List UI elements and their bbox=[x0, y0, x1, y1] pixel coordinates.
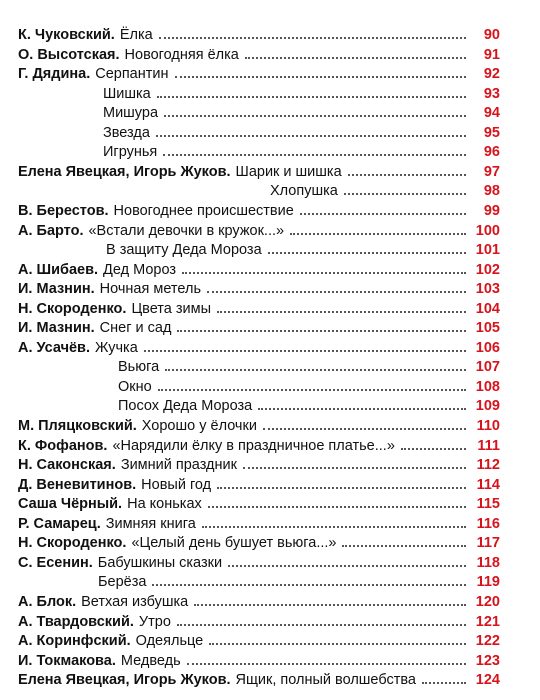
toc-author: Г. Дядина. bbox=[18, 66, 91, 83]
dot-leader bbox=[144, 337, 466, 352]
toc-entry bbox=[0, 435, 500, 454]
toc-page-number: 123 bbox=[475, 652, 500, 669]
dot-leader bbox=[258, 395, 466, 410]
toc-author: Елена Явецкая, Игорь Жуков. bbox=[18, 163, 231, 180]
dot-leader bbox=[164, 102, 466, 117]
toc-title: Жучка bbox=[95, 339, 138, 356]
toc-author: Д. Веневитинов. bbox=[18, 476, 137, 493]
toc-title: Вьюга bbox=[118, 359, 160, 376]
toc-page-number: 104 bbox=[475, 300, 500, 317]
toc-page-number: 105 bbox=[475, 320, 500, 337]
toc-entry bbox=[0, 532, 500, 551]
toc-page-number: 103 bbox=[475, 281, 500, 298]
dot-leader bbox=[290, 220, 466, 235]
toc-entry bbox=[0, 141, 500, 160]
toc-page-number: 118 bbox=[476, 554, 500, 571]
toc-title: Зимняя книга bbox=[105, 515, 196, 532]
toc-author: А. Шибаев. bbox=[18, 261, 99, 278]
toc-author: С. Есенин. bbox=[18, 554, 93, 571]
toc-entry bbox=[0, 571, 500, 590]
toc-author: К. Чуковский. bbox=[18, 27, 115, 43]
toc-entry bbox=[0, 24, 500, 43]
toc-author: И. Токмакова. bbox=[18, 652, 116, 669]
toc-entry bbox=[0, 513, 500, 532]
toc-author: К. Фофанов. bbox=[18, 437, 108, 454]
toc-author: Н. Скороденко. bbox=[18, 300, 127, 317]
dot-leader bbox=[207, 278, 466, 293]
dot-leader bbox=[268, 239, 466, 254]
toc-author: Н. Скороденко. bbox=[18, 535, 127, 552]
toc-page-number: 102 bbox=[475, 261, 500, 278]
toc-page-number: 114 bbox=[476, 476, 500, 493]
toc-entry bbox=[0, 356, 500, 375]
dot-leader bbox=[342, 532, 466, 547]
toc-entry bbox=[0, 611, 500, 630]
toc-title: Новогоднее происшествие bbox=[113, 202, 294, 219]
dot-leader bbox=[348, 161, 466, 176]
toc-page-number: 101 bbox=[475, 242, 500, 259]
toc-author: В. Берестов. bbox=[18, 202, 109, 219]
toc-page-number: 110 bbox=[476, 418, 500, 434]
toc-title: Новый год bbox=[141, 476, 212, 493]
toc-entry bbox=[0, 259, 500, 278]
toc-title: «Встали девочки в кружок...» bbox=[88, 222, 285, 239]
toc-author: А. Усачёв. bbox=[18, 339, 91, 356]
toc-entry bbox=[0, 200, 500, 219]
toc-title: На коньках bbox=[127, 496, 202, 513]
toc-author: Саша Чёрный. bbox=[18, 496, 123, 513]
dot-leader bbox=[158, 376, 466, 391]
dot-leader bbox=[157, 83, 466, 98]
dot-leader bbox=[209, 630, 466, 645]
toc-page-number: 98 bbox=[483, 183, 500, 200]
toc-title: Ночная метель bbox=[99, 281, 202, 298]
toc-page-number: 95 bbox=[483, 124, 500, 141]
toc-page-number: 92 bbox=[483, 66, 500, 83]
toc-title: Дед Мороз bbox=[103, 261, 177, 278]
toc-entry bbox=[0, 630, 500, 649]
toc-author: А. Блок. bbox=[18, 593, 77, 610]
toc-title: Одеяльце bbox=[135, 633, 204, 650]
toc-entry bbox=[0, 669, 500, 688]
toc-entry bbox=[0, 278, 500, 297]
toc-page-number: 122 bbox=[475, 633, 500, 650]
toc-entry bbox=[0, 317, 500, 336]
toc-title: Шишка bbox=[103, 85, 151, 102]
toc-title: Шарик и шишка bbox=[235, 163, 342, 180]
toc-page-number: 94 bbox=[483, 105, 500, 122]
toc-page-number: 108 bbox=[475, 378, 500, 395]
toc-title: Посох Деда Мороза bbox=[118, 398, 253, 415]
toc-title: Хорошо у ёлочки bbox=[141, 418, 257, 434]
toc-title: «Целый день бушует вьюга...» bbox=[131, 535, 337, 552]
toc-title: Зимний праздник bbox=[120, 457, 237, 474]
toc-author: М. Пляцковский. bbox=[18, 418, 137, 434]
toc-title: Берёза bbox=[98, 574, 147, 591]
dot-leader bbox=[156, 122, 466, 137]
toc-title: Игрунья bbox=[103, 144, 158, 161]
toc-title: Звезда bbox=[103, 124, 150, 141]
toc-entry bbox=[0, 63, 500, 82]
toc-entry bbox=[0, 395, 500, 414]
dot-leader bbox=[177, 317, 466, 332]
toc-page-number: 116 bbox=[476, 515, 500, 532]
toc-title: В защиту Деда Мороза bbox=[106, 242, 262, 259]
toc-title: Ветхая избушка bbox=[81, 593, 189, 610]
dot-leader bbox=[182, 259, 466, 274]
toc-author: Р. Самарец. bbox=[18, 515, 101, 532]
toc-entry bbox=[0, 493, 500, 512]
toc-entry bbox=[0, 591, 500, 610]
toc-title: Новогодняя ёлка bbox=[124, 46, 239, 63]
toc-entry bbox=[0, 220, 500, 239]
toc-author: А. Барто. bbox=[18, 222, 84, 239]
toc-page-number: 100 bbox=[475, 222, 500, 239]
toc-entry bbox=[0, 298, 500, 317]
dot-leader bbox=[202, 513, 466, 528]
dot-leader bbox=[152, 571, 466, 586]
toc-entry bbox=[0, 102, 500, 121]
toc-entry bbox=[0, 122, 500, 141]
toc-entry bbox=[0, 180, 500, 199]
toc-title: Серпантин bbox=[95, 66, 169, 83]
dot-leader bbox=[243, 454, 466, 469]
toc-entry bbox=[0, 474, 500, 493]
toc-page-number: 90 bbox=[483, 27, 500, 43]
toc-title: Снег и сад bbox=[99, 320, 172, 337]
toc-title: Окно bbox=[118, 378, 152, 395]
toc-entry bbox=[0, 650, 500, 669]
toc-author: Елена Явецкая, Игорь Жуков. bbox=[18, 672, 231, 689]
toc-page-number: 97 bbox=[483, 163, 500, 180]
toc-title: «Нарядили ёлку в праздничное платье...» bbox=[112, 437, 395, 454]
toc-entry bbox=[0, 415, 500, 434]
toc-author: И. Мазнин. bbox=[18, 320, 95, 337]
dot-leader bbox=[165, 356, 466, 371]
toc-title: Цвета зимы bbox=[131, 300, 211, 317]
dot-leader bbox=[300, 200, 466, 215]
dot-leader bbox=[228, 552, 466, 567]
toc-entry bbox=[0, 552, 500, 571]
dot-leader bbox=[245, 44, 466, 59]
dot-leader bbox=[217, 298, 466, 313]
toc-entry bbox=[0, 161, 500, 180]
dot-leader bbox=[208, 493, 466, 508]
toc-entry bbox=[0, 239, 500, 258]
toc-title: Мишура bbox=[103, 105, 159, 122]
dot-leader bbox=[163, 141, 466, 156]
toc-page-number: 121 bbox=[475, 613, 500, 630]
toc-page-number: 91 bbox=[483, 46, 500, 63]
dot-leader bbox=[263, 415, 466, 430]
toc-page-number: 107 bbox=[475, 359, 500, 376]
toc-page-number: 109 bbox=[475, 398, 500, 415]
toc-title: Бабушкины сказки bbox=[97, 554, 223, 571]
dot-leader bbox=[159, 24, 466, 39]
toc-author: А. Твардовский. bbox=[18, 613, 134, 630]
toc-page-number: 111 bbox=[477, 437, 500, 454]
toc-entry bbox=[0, 83, 500, 102]
toc-author: Н. Саконская. bbox=[18, 457, 116, 474]
toc-title: Утро bbox=[138, 613, 171, 630]
toc-page-number: 96 bbox=[483, 144, 500, 161]
toc-title: Хлопушка bbox=[270, 183, 338, 200]
toc-page-number: 120 bbox=[475, 593, 500, 610]
toc-title: Ёлка bbox=[119, 27, 153, 43]
toc-page-number: 99 bbox=[483, 202, 500, 219]
dot-leader bbox=[401, 435, 466, 450]
toc-page-number: 119 bbox=[476, 574, 500, 591]
toc-title: Медведь bbox=[120, 652, 181, 669]
dot-leader bbox=[422, 669, 466, 684]
dot-leader bbox=[194, 591, 466, 606]
toc-author: О. Высотская. bbox=[18, 46, 120, 63]
dot-leader bbox=[344, 180, 466, 195]
toc-page-number: 117 bbox=[476, 535, 500, 552]
toc-page-number: 106 bbox=[475, 339, 500, 356]
toc-entry bbox=[0, 376, 500, 395]
toc-entry bbox=[0, 454, 500, 473]
toc-page-number: 124 bbox=[475, 672, 500, 689]
toc-page-number: 93 bbox=[483, 85, 500, 102]
dot-leader bbox=[175, 63, 466, 78]
toc-entry bbox=[0, 337, 500, 356]
toc-page-number: 115 bbox=[476, 496, 500, 513]
toc-title: Ящик, полный волшебства bbox=[235, 672, 416, 689]
toc-author: И. Мазнин. bbox=[18, 281, 95, 298]
dot-leader bbox=[187, 650, 466, 665]
dot-leader bbox=[177, 611, 466, 626]
dot-leader bbox=[217, 474, 466, 489]
toc-page-number: 112 bbox=[476, 457, 500, 474]
toc-entry bbox=[0, 44, 500, 63]
toc-author: А. Коринфский. bbox=[18, 633, 131, 650]
